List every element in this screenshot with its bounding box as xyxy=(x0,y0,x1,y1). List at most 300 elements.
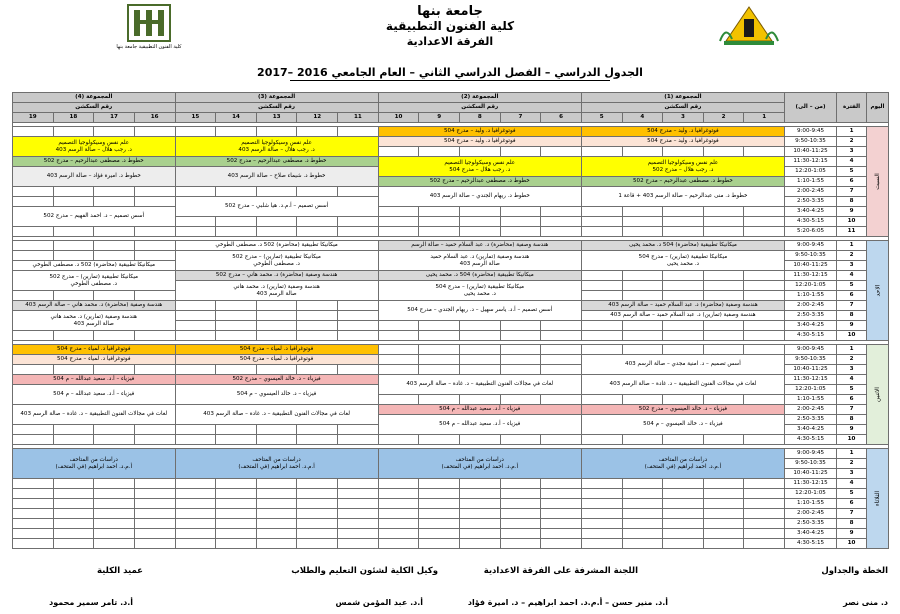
empty-cell xyxy=(419,147,460,157)
class-cell-line: هندسة وصفية (محاضرة) د. محمد هاني – مدرج 502 xyxy=(215,272,338,278)
class-cell-line: فوتوغرافيا د. لمياء – مدرج 504 xyxy=(239,356,314,362)
empty-cell xyxy=(256,217,297,227)
empty-cell xyxy=(13,187,54,197)
empty-cell xyxy=(256,365,297,375)
class-cell xyxy=(581,157,784,177)
empty-cell xyxy=(622,291,663,301)
period-time: 2:50-3:35 xyxy=(785,519,837,529)
empty-cell xyxy=(419,539,460,549)
schedule-row xyxy=(13,345,889,355)
period-number: 2 xyxy=(837,137,867,147)
empty-cell xyxy=(134,197,175,207)
class-cell-line: خطوط د. مصطفى عبدالرحيم – مدرج 502 xyxy=(632,178,733,184)
class-cell-line: أسس تصميم – أ.م.د. هيا شلبي – مدرج 502 xyxy=(224,203,329,209)
empty-cell xyxy=(297,499,338,509)
empty-cell xyxy=(256,321,297,331)
class-cell-line: خطوط د. منى عبدالرحيم – صالة الرسم 403 + قاعة 1 xyxy=(618,193,748,199)
period-number: 6 xyxy=(837,395,867,405)
empty-cell xyxy=(419,321,460,331)
empty-cell xyxy=(175,509,216,519)
empty-cell xyxy=(500,509,541,519)
empty-cell xyxy=(581,345,622,355)
empty-cell xyxy=(744,519,785,529)
empty-cell xyxy=(744,147,785,157)
empty-cell xyxy=(703,321,744,331)
section-number: 3 xyxy=(663,113,704,123)
empty-cell xyxy=(175,489,216,499)
empty-cell xyxy=(94,251,135,261)
empty-cell xyxy=(256,529,297,539)
empty-cell xyxy=(256,425,297,435)
class-cell-line: د. رجب هلال – صالة الرسم 403 xyxy=(55,146,132,153)
class-cell xyxy=(378,127,581,137)
day-label-text: السبت xyxy=(874,173,882,190)
empty-cell xyxy=(459,365,500,375)
footer-role-vice-dean: وكيل الكلية لشئون التعليم والطلاب xyxy=(291,566,438,576)
period-time: 1:10-1:55 xyxy=(785,177,837,187)
empty-cell xyxy=(459,217,500,227)
class-cell-line: علم نفس وسيكولوجيا التصميم xyxy=(444,159,516,166)
period-number: 3 xyxy=(837,365,867,375)
empty-cell xyxy=(581,479,622,489)
empty-cell xyxy=(53,529,94,539)
period-time: 4:30-5:15 xyxy=(785,331,837,341)
period-number: 6 xyxy=(837,291,867,301)
empty-cell xyxy=(541,321,582,331)
class-cell xyxy=(13,167,176,187)
empty-cell xyxy=(622,489,663,499)
empty-cell xyxy=(541,489,582,499)
empty-cell xyxy=(175,479,216,489)
class-cell xyxy=(581,375,784,395)
empty-cell xyxy=(622,217,663,227)
empty-cell xyxy=(541,227,582,237)
class-cell-line: لغات في مجالات الفنون التطبيقية – د. غادة – صالة الرسم 403 xyxy=(203,411,350,417)
class-cell-line: أسس تصميم – أ.د. ياسر سهيل – د. ريهام الجندي – مدرج 504 xyxy=(407,307,553,313)
period-number: 8 xyxy=(837,519,867,529)
empty-cell xyxy=(703,435,744,445)
footer-role-dean: عميد الكلية xyxy=(97,566,143,576)
empty-cell xyxy=(134,365,175,375)
empty-cell xyxy=(703,281,744,291)
period-number: 2 xyxy=(837,459,867,469)
class-cell-line: دراسات من المتاحف xyxy=(658,456,708,463)
class-cell xyxy=(175,385,378,405)
empty-cell xyxy=(500,217,541,227)
empty-cell xyxy=(175,539,216,549)
empty-cell xyxy=(216,425,257,435)
empty-cell xyxy=(459,519,500,529)
empty-cell xyxy=(94,519,135,529)
empty-cell xyxy=(419,217,460,227)
empty-cell xyxy=(419,519,460,529)
empty-cell xyxy=(256,489,297,499)
section-number: 10 xyxy=(378,113,419,123)
empty-cell xyxy=(744,395,785,405)
empty-cell xyxy=(13,127,54,137)
empty-cell xyxy=(744,345,785,355)
empty-cell xyxy=(500,365,541,375)
empty-cell xyxy=(256,435,297,445)
empty-cell xyxy=(94,509,135,519)
empty-cell xyxy=(663,217,704,227)
period-time: 1:10-1:55 xyxy=(785,291,837,301)
empty-cell xyxy=(338,365,379,375)
section-number: 1 xyxy=(744,113,785,123)
class-cell-line: دراسات من المتاحف xyxy=(455,456,504,463)
empty-cell xyxy=(703,217,744,227)
empty-cell xyxy=(581,271,622,281)
empty-cell xyxy=(703,227,744,237)
empty-cell xyxy=(134,425,175,435)
empty-cell xyxy=(459,227,500,237)
empty-cell xyxy=(216,127,257,137)
empty-cell xyxy=(53,251,94,261)
section-number: 8 xyxy=(459,113,500,123)
empty-cell xyxy=(378,509,419,519)
class-cell xyxy=(13,385,176,405)
schedule-row xyxy=(13,241,889,251)
class-cell-line: خطوط د. مصطفى عبدالرحيم – مدرج 502 xyxy=(226,158,327,164)
empty-cell xyxy=(134,489,175,499)
empty-cell xyxy=(541,217,582,227)
day-label xyxy=(867,345,889,445)
schedule-row xyxy=(13,499,889,509)
empty-cell xyxy=(663,539,704,549)
class-cell xyxy=(378,187,581,207)
class-cell xyxy=(13,207,176,227)
class-cell xyxy=(378,405,581,415)
class-cell xyxy=(13,311,176,331)
period-time: 11:30-12:15 xyxy=(785,479,837,489)
empty-cell xyxy=(216,539,257,549)
period-time: 5:20-6:05 xyxy=(785,227,837,237)
empty-cell xyxy=(94,529,135,539)
period-number: 9 xyxy=(837,321,867,331)
empty-cell xyxy=(703,539,744,549)
class-cell-line: هندسة وصفية (تمارين) د. محمد هاني xyxy=(233,283,320,290)
empty-cell xyxy=(703,499,744,509)
empty-cell xyxy=(419,227,460,237)
empty-cell xyxy=(338,539,379,549)
empty-cell xyxy=(94,539,135,549)
period-number: 2 xyxy=(837,251,867,261)
class-cell xyxy=(378,177,581,187)
empty-cell xyxy=(622,281,663,291)
empty-cell xyxy=(500,355,541,365)
class-cell xyxy=(378,157,581,177)
class-cell-line: ميكانيكا تطبيقية (تمارين) – مدرج 502 xyxy=(49,273,139,280)
section-label: رقم السكشن xyxy=(13,103,176,113)
empty-cell xyxy=(53,365,94,375)
group-header: المجموعة (3) xyxy=(175,93,378,103)
empty-cell xyxy=(744,489,785,499)
empty-cell xyxy=(53,227,94,237)
empty-cell xyxy=(134,509,175,519)
empty-cell xyxy=(297,227,338,237)
empty-cell xyxy=(13,365,54,375)
class-cell xyxy=(175,251,378,271)
empty-cell xyxy=(297,321,338,331)
empty-cell xyxy=(703,519,744,529)
class-cell-line: دراسات من المتاحف xyxy=(252,456,301,463)
class-cell xyxy=(378,271,581,281)
section-number: 11 xyxy=(338,113,379,123)
empty-cell xyxy=(94,187,135,197)
class-cell xyxy=(581,311,784,321)
empty-cell xyxy=(541,207,582,217)
empty-cell xyxy=(541,519,582,529)
class-cell-line: ميكانيكا تطبيقية (محاضرة) 502 د. مصطفى الطوخي xyxy=(215,242,338,248)
section-number: 18 xyxy=(53,113,94,123)
class-cell xyxy=(13,157,176,167)
empty-cell xyxy=(297,479,338,489)
empty-cell xyxy=(338,187,379,197)
class-cell xyxy=(378,281,581,301)
empty-cell xyxy=(744,331,785,341)
empty-cell xyxy=(338,479,379,489)
empty-cell xyxy=(53,197,94,207)
empty-cell xyxy=(94,331,135,341)
empty-cell xyxy=(500,395,541,405)
empty-cell xyxy=(581,147,622,157)
period-time: 3:40-4:25 xyxy=(785,207,837,217)
empty-cell xyxy=(338,127,379,137)
empty-cell xyxy=(175,311,216,321)
period-number: 4 xyxy=(837,157,867,167)
class-cell-line: فيزياء – أ.د. سعيد عبدالله – م 504 xyxy=(439,421,521,427)
footer-name-committee: أ.د. منير حسن – أ.م.د. احمد ابراهيم – د. اميرة فؤاد xyxy=(467,598,668,607)
period-number: 10 xyxy=(837,435,867,445)
period-time: 2:00-2:45 xyxy=(785,301,837,311)
class-cell xyxy=(581,137,784,147)
empty-cell xyxy=(297,365,338,375)
empty-cell xyxy=(297,529,338,539)
empty-cell xyxy=(459,395,500,405)
empty-cell xyxy=(581,509,622,519)
period-time: 9:50-10:35 xyxy=(785,137,837,147)
college-logo-icon xyxy=(126,3,172,43)
section-number: 15 xyxy=(175,113,216,123)
empty-cell xyxy=(53,127,94,137)
empty-cell xyxy=(500,331,541,341)
period-number: 7 xyxy=(837,187,867,197)
empty-cell xyxy=(216,301,257,311)
empty-cell xyxy=(581,291,622,301)
empty-cell xyxy=(744,271,785,281)
empty-cell xyxy=(703,345,744,355)
class-cell-line: هندسة وصفية (محاضرة) د. عبد السلام حميد – صالة الرسم xyxy=(411,242,549,248)
empty-cell xyxy=(581,435,622,445)
empty-cell xyxy=(663,499,704,509)
empty-cell xyxy=(297,435,338,445)
empty-cell xyxy=(744,291,785,301)
class-cell-line: أ.م.د. احمد ابراهيم (في المتحف) xyxy=(238,463,315,470)
empty-cell xyxy=(297,519,338,529)
empty-cell xyxy=(175,301,216,311)
empty-cell xyxy=(134,227,175,237)
class-cell-line: لغات في مجالات الفنون التطبيقية – د. غادة – صالة الرسم 403 xyxy=(406,381,554,387)
empty-cell xyxy=(663,435,704,445)
empty-cell xyxy=(378,345,419,355)
class-cell xyxy=(13,261,176,271)
empty-cell xyxy=(703,395,744,405)
empty-cell xyxy=(663,345,704,355)
empty-cell xyxy=(256,479,297,489)
empty-cell xyxy=(663,321,704,331)
empty-cell xyxy=(622,207,663,217)
period-time: 2:50-3:35 xyxy=(785,311,837,321)
empty-cell xyxy=(378,529,419,539)
period-number: 8 xyxy=(837,311,867,321)
year-name: الفرقة الاعدادية xyxy=(406,35,494,48)
day-label xyxy=(867,449,889,549)
class-cell-line: أ.م.د. احمد ابراهيم (في المتحف) xyxy=(644,463,722,470)
empty-cell xyxy=(419,355,460,365)
empty-cell xyxy=(338,509,379,519)
schedule-row xyxy=(13,355,889,365)
empty-cell xyxy=(13,489,54,499)
empty-cell xyxy=(541,395,582,405)
empty-cell xyxy=(94,425,135,435)
empty-cell xyxy=(663,331,704,341)
period-number: 6 xyxy=(837,499,867,509)
empty-cell xyxy=(13,425,54,435)
period-number: 9 xyxy=(837,425,867,435)
schedule-row xyxy=(13,251,889,261)
section-number: 12 xyxy=(297,113,338,123)
empty-cell xyxy=(134,331,175,341)
class-cell-line: فوتوغرافيا د. وليد – مدرج 504 xyxy=(443,138,516,144)
period-number: 5 xyxy=(837,167,867,177)
empty-cell xyxy=(297,489,338,499)
period-time: 9:00-9:45 xyxy=(785,449,837,459)
empty-cell xyxy=(703,147,744,157)
class-cell xyxy=(175,449,378,479)
empty-cell xyxy=(338,489,379,499)
class-cell xyxy=(581,251,784,271)
empty-cell xyxy=(459,147,500,157)
empty-cell xyxy=(541,435,582,445)
class-cell-line: ميكانيكا تطبيقية (محاضرة) 504 د. محمد يحيى xyxy=(628,242,737,248)
class-cell xyxy=(175,281,378,301)
schedule-row xyxy=(13,479,889,489)
period-time: 11:30-12:15 xyxy=(785,157,837,167)
time-column-header: (من – الى) xyxy=(785,93,837,123)
empty-cell xyxy=(297,539,338,549)
class-cell xyxy=(175,197,378,217)
empty-cell xyxy=(663,529,704,539)
class-cell-line: أسس تصميم – د. احمد الفهيم – مدرج 502 xyxy=(43,213,145,219)
empty-cell xyxy=(541,479,582,489)
empty-cell xyxy=(663,395,704,405)
empty-cell xyxy=(663,509,704,519)
schedule-row xyxy=(13,539,889,549)
empty-cell xyxy=(581,321,622,331)
section-label: رقم السكشن xyxy=(378,103,581,113)
empty-cell xyxy=(459,207,500,217)
empty-cell xyxy=(175,519,216,529)
empty-cell xyxy=(500,227,541,237)
class-cell-line: دراسات من المتاحف xyxy=(69,456,118,463)
empty-cell xyxy=(134,187,175,197)
empty-cell xyxy=(500,539,541,549)
class-cell xyxy=(378,375,581,395)
empty-cell xyxy=(459,321,500,331)
empty-cell xyxy=(581,499,622,509)
class-cell xyxy=(13,375,176,385)
schedule-row xyxy=(13,519,889,529)
empty-cell xyxy=(53,539,94,549)
empty-cell xyxy=(744,509,785,519)
empty-cell xyxy=(53,519,94,529)
empty-cell xyxy=(500,479,541,489)
empty-cell xyxy=(459,489,500,499)
empty-cell xyxy=(744,529,785,539)
empty-cell xyxy=(338,311,379,321)
empty-cell xyxy=(622,321,663,331)
empty-cell xyxy=(216,321,257,331)
empty-cell xyxy=(622,271,663,281)
period-time: 12:20-1:05 xyxy=(785,167,837,177)
empty-cell xyxy=(216,435,257,445)
period-number: 8 xyxy=(837,415,867,425)
section-number: 16 xyxy=(134,113,175,123)
class-cell xyxy=(13,449,176,479)
empty-cell xyxy=(134,127,175,137)
section-label: رقم السكشن xyxy=(175,103,378,113)
empty-cell xyxy=(338,227,379,237)
class-cell xyxy=(581,177,784,187)
empty-cell xyxy=(541,529,582,539)
empty-cell xyxy=(216,187,257,197)
empty-cell xyxy=(744,217,785,227)
empty-cell xyxy=(744,227,785,237)
footer-name-vice-dean: أ.د. عبد المؤمن شمس xyxy=(335,598,423,607)
empty-cell xyxy=(419,509,460,519)
empty-cell xyxy=(703,271,744,281)
day-label-text: الاثنين xyxy=(874,387,882,402)
schedule-row xyxy=(13,187,889,197)
empty-cell xyxy=(378,489,419,499)
empty-cell xyxy=(378,539,419,549)
empty-cell xyxy=(378,355,419,365)
period-time: 4:30-5:15 xyxy=(785,217,837,227)
empty-cell xyxy=(744,499,785,509)
empty-cell xyxy=(297,311,338,321)
class-cell xyxy=(175,167,378,187)
empty-cell xyxy=(297,331,338,341)
empty-cell xyxy=(134,479,175,489)
empty-cell xyxy=(419,529,460,539)
empty-cell xyxy=(622,539,663,549)
empty-cell xyxy=(622,345,663,355)
empty-cell xyxy=(256,509,297,519)
period-number: 3 xyxy=(837,147,867,157)
period-number: 10 xyxy=(837,217,867,227)
empty-cell xyxy=(13,529,54,539)
empty-cell xyxy=(94,365,135,375)
class-cell xyxy=(175,375,378,385)
class-cell xyxy=(175,405,378,425)
period-number: 6 xyxy=(837,177,867,187)
class-cell-line: علم نفس وسيكولوجيا التصميم xyxy=(241,139,312,146)
empty-cell xyxy=(256,331,297,341)
period-time: 2:50-3:35 xyxy=(785,415,837,425)
empty-cell xyxy=(13,479,54,489)
empty-cell xyxy=(134,539,175,549)
empty-cell xyxy=(338,499,379,509)
